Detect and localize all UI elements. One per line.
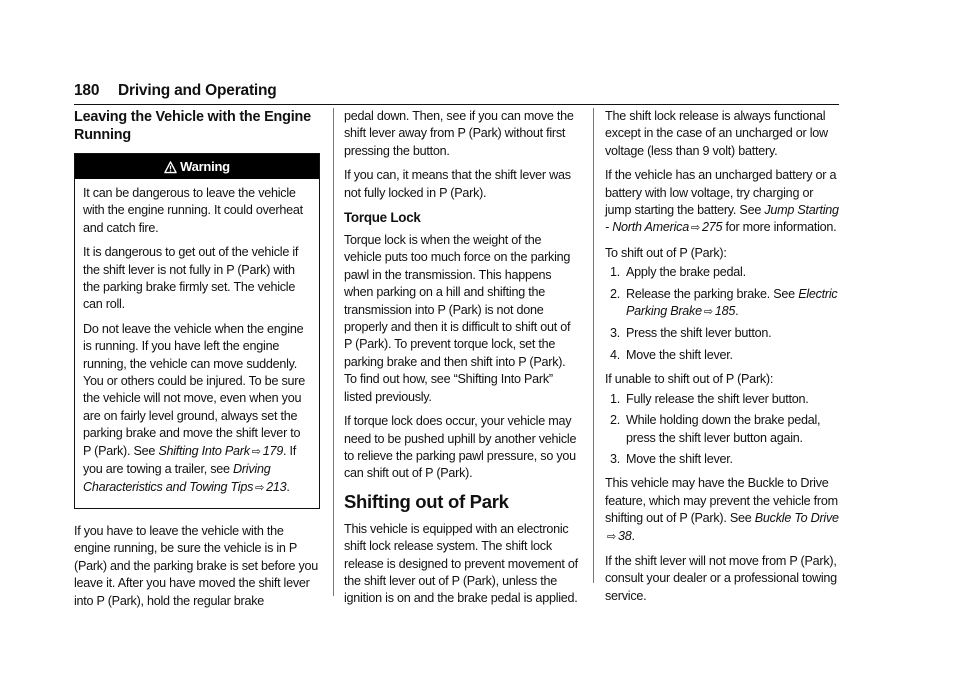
page-reference-arrow-icon: ⇨ xyxy=(607,530,616,543)
page-ref-number[interactable]: 38 xyxy=(617,528,632,543)
body-paragraph: If torque lock does occur, your vehicle may need to be pushed uphill by another vehicle to relieve the parking pawl pressure, so you can shift out of P (Park). xyxy=(344,414,577,481)
section-title: Driving and Operating xyxy=(118,82,277,99)
link-electric-parking-brake[interactable]: Electric Parking Brake xyxy=(626,286,838,319)
page-number: 180 xyxy=(74,82,100,99)
column-2 xyxy=(344,108,581,615)
list-item: 1. Apply the brake pedal. xyxy=(610,265,746,280)
list-item: 2. Release the parking brake. See Electric Parking Brake ⇨ 185. xyxy=(605,286,841,322)
body-paragraph: If the shift lever will not move from P (Park), consult your dealer or a professional towing service. xyxy=(605,553,837,603)
page-ref-number[interactable]: 275 xyxy=(701,220,723,235)
heading-shifting-out-of-park: Shifting out of Park xyxy=(344,490,509,512)
page-ref-number[interactable]: 213 xyxy=(266,479,287,494)
body-paragraph: If you have to leave the vehicle with the engine running, be sure the vehicle is in P (Park) and the parking brake is set before you leave it. After you have moved the shift lever into P (Park), hold the regular brake xyxy=(74,523,319,608)
page-reference-arrow-icon: ⇨ xyxy=(690,222,700,235)
link-buckle-to-drive[interactable]: Buckle To Drive xyxy=(754,511,839,526)
page-header xyxy=(74,80,839,105)
page-ref-number[interactable]: 179 xyxy=(262,443,283,458)
list-item: 2. While holding down the brake pedal, press the shift lever button again. xyxy=(610,413,821,445)
page-reference-arrow-icon: ⇨ xyxy=(703,306,713,319)
body-paragraph: Torque lock is when the weight of the vehicle puts too much force on the parking pawl in the transmission. This happens when parking on a hill and shifting the transmission into P (Park) is not done properly and then it is difficult to shift out of P (Park). To prevent torque lock, set the parking brake and then shift into P (Park). To find out how, see “Shifting Into Park” listed previously. xyxy=(344,233,571,404)
column-divider xyxy=(593,108,594,583)
warning-paragraph: It can be dangerous to leave the vehicle with the engine running. It could overheat and catch fire. xyxy=(83,186,303,235)
warning-box xyxy=(74,153,320,509)
heading-leaving-vehicle: Leaving the Vehicle with the Engine Running xyxy=(74,109,311,143)
column-1 xyxy=(74,108,320,617)
page-reference-arrow-icon: ⇨ xyxy=(251,445,261,458)
link-driving-characteristics[interactable]: Driving Characteristics and Towing Tips xyxy=(83,462,271,494)
column-divider xyxy=(333,108,334,596)
body-paragraph: If the vehicle has an uncharged battery or a battery with low voltage, try charging or jump starting the battery. See Jump Starting - North America ⇨ 275 for more information. xyxy=(605,167,841,238)
column-3 xyxy=(605,108,841,612)
heading-torque-lock: Torque Lock xyxy=(344,210,421,226)
body-paragraph: This vehicle may have the Buckle to Drive feature, which may prevent the vehicle from shifting out of P (Park). See Buckle To Drive ⇨ 38. xyxy=(605,475,841,546)
body-paragraph: The shift lock release is always functional except in the case of an uncharged or low voltage (less than 9 volt) battery. xyxy=(605,109,828,158)
warning-label: Warning xyxy=(180,159,230,174)
link-jump-starting[interactable]: Jump Starting - North America xyxy=(605,203,839,235)
warning-paragraph: Do not leave the vehicle when the engine is running. If you have left the engine running, the vehicle can move suddenly. You or others could be injured. To be sure the vehicle will not move, even when you are on fairly level ground, always set the parking brake and move the shift lever to P (Park). See Shifting Into Park ⇨ 179. If you are towing a trailer, see Driving Characteristics and Towing Tips ⇨ 213. xyxy=(83,321,311,497)
list-item: 1. Fully release the shift lever button. xyxy=(610,391,809,406)
steps-list xyxy=(605,264,841,364)
warning-paragraph: It is dangerous to get out of the vehicle if the shift lever is not fully in P (Park) with the parking brake firmly set. The vehicle can roll. xyxy=(83,245,299,312)
list-item: 4. Move the shift lever. xyxy=(610,347,733,362)
list-item: 3. Press the shift lever button. xyxy=(610,326,772,341)
body-paragraph: If you can, it means that the shift lever was not fully locked in P (Park). xyxy=(344,168,571,200)
list-intro: If unable to shift out of P (Park): xyxy=(605,372,774,387)
warning-triangle-icon xyxy=(164,157,177,182)
body-paragraph: This vehicle is equipped with an electronic shift lock release system. The shift lock release is designed to prevent movement of the shift lever out of P (Park), unless the ignition is on and the brake pedal is applied. xyxy=(344,521,578,606)
list-item: 3. Move the shift lever. xyxy=(610,451,733,466)
steps-list xyxy=(605,391,841,469)
page-ref-number[interactable]: 185 xyxy=(714,304,736,319)
body-paragraph: pedal down. Then, see if you can move the shift lever away from P (Park) without first pressing the button. xyxy=(344,109,574,158)
page-reference-arrow-icon: ⇨ xyxy=(255,481,265,494)
warning-header xyxy=(75,154,319,179)
link-shifting-into-park[interactable]: Shifting Into Park xyxy=(158,443,250,458)
list-intro: To shift out of P (Park): xyxy=(605,245,727,260)
